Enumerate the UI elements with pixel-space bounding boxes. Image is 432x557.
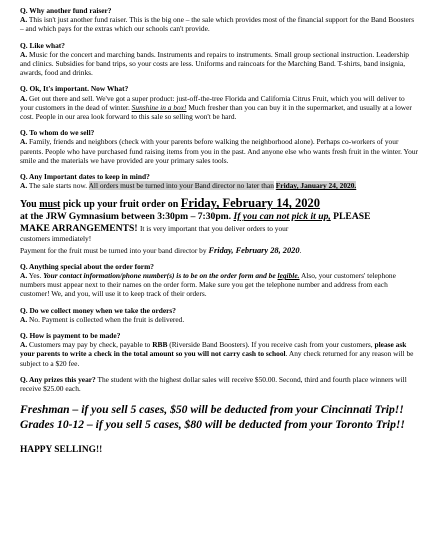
answer-label: A.: [20, 314, 28, 324]
answer-label: A.: [20, 137, 28, 147]
qa-like: [20, 41, 418, 78]
pickup-line-1: [20, 197, 418, 211]
answer-label: A.: [20, 340, 28, 350]
answer-now-part2: Much fresher than you can buy it in the supermarket, and usually at a lower cost. People in our area look forward to this sale so selling won't be hard.: [20, 102, 412, 122]
answer-label: A.: [20, 49, 28, 59]
answer-dates: The sale starts now.: [28, 181, 88, 191]
pickup-cant: If you can not pick it up,: [233, 211, 331, 223]
answer-payment-part2: (Riverside Band Boosters). If you receive cash from your customers,: [169, 340, 373, 350]
answer-special-rest: Also, your customers' telephone numbers must appear next to their names on the order form. Make sure you get the telephone number and address from each customer! We, and you, will use it to keep track of their orders.: [20, 271, 396, 299]
answer-label: A.: [20, 271, 28, 281]
answer-special-emphasis: Your contact information/phone number(s) is to be on the order form and be: [43, 271, 276, 281]
pickup-you: You: [20, 199, 37, 211]
answer-now-emphasis: Sunshine in a box!: [131, 102, 187, 112]
answer-label: A.: [20, 93, 28, 103]
answer-whom: Family, friends and neighbors (check with your parents before walking the neighborhood alone). Perhaps co-workers of your parents. People who have purchased fund raising items from you in the past. And anyone else who wants fresh fruit in the winter. Your smile and the materials we have provided are your primary sales tools.: [20, 137, 418, 165]
answer-payment-part1: Customers may pay by check, payable to: [29, 340, 151, 350]
trip-freshman: Freshman – if you sell 5 cases, $50 will be deducted from your Cincinnati Trip!!: [20, 403, 404, 417]
pickup-customers: customers immediately!: [20, 234, 92, 244]
answer-label: A.: [20, 15, 28, 25]
question-now: Q. Ok, It's important. Now What?: [20, 84, 129, 94]
qa-prizes: [20, 375, 418, 393]
answer-like: Music for the concert and marching bands. Instruments and repairs to instruments. Small group sectional instruction. Leadership and clinics. Subsidies for band trips, so your costs are less. Uniforms and raincoats for the Marching Band. T-shirts, band insignia, awards, food and drinks.: [20, 49, 409, 78]
answer-payment-rbb: RBB: [152, 340, 168, 350]
closing-text: HAPPY SELLING!!: [20, 445, 103, 456]
qa-why: [20, 6, 418, 34]
answer-now-part1: Get out there and sell. We've got a super product: just-off-the-tree Florida and California Citrus Fruit, which you will deliver to your customers in the dead of winter.: [20, 93, 405, 112]
question-prizes: Q. Any prizes this year?: [20, 374, 96, 384]
pickup-arrangements: MAKE ARRANGEMENTS!: [20, 222, 138, 234]
payment-deadline-text: Payment for the fruit must be turned into your band director by: [20, 245, 207, 255]
payment-period: .: [299, 245, 302, 255]
answer-special-legible: legible.: [277, 271, 300, 281]
pickup-date: Friday, February 14, 2020: [180, 196, 321, 211]
answer-payment-part3: . Any check returned for any reason will be subject to a $20 fee.: [20, 349, 414, 368]
trip-grades: Grades 10-12 – if you sell 5 cases, $80 will be deducted from your Toronto Trip!!: [20, 418, 405, 432]
question-payment: Q. How is payment to be made?: [20, 331, 121, 341]
pickup-must: must: [39, 199, 61, 211]
deadline-highlight: All orders must be turned into your Band director no later than: [88, 181, 274, 191]
qa-money: [20, 306, 418, 324]
pickup-important: It is very important that you deliver orders to your: [139, 223, 289, 233]
question-dates: Q. Any Important dates to keep in mind?: [20, 172, 150, 182]
answer-label: A.: [20, 181, 28, 191]
qa-now: [20, 84, 418, 121]
pickup-location: at the JRW Gymnasium between 3:30pm – 7:30pm.: [20, 211, 232, 223]
pickup-please: PLEASE: [333, 211, 371, 223]
answer-payment-bold: please ask your parents to write a check in the total amount so you will not carry cash to school: [20, 340, 407, 359]
deadline-date: Friday, January 24, 2020.: [275, 181, 357, 191]
question-whom: Q. To whom do we sell?: [20, 128, 95, 138]
question-special: Q. Anything special about the order form?: [20, 261, 154, 271]
pickup-line-3: [20, 223, 418, 235]
pickup-notice: [20, 197, 418, 254]
question-money: Q. Do we collect money when we take the orders?: [20, 305, 176, 315]
answer-special-yes: Yes.: [28, 271, 42, 281]
qa-payment: [20, 331, 418, 368]
qa-dates: [20, 172, 418, 190]
qa-whom: [20, 128, 418, 165]
trip-deductions: [20, 402, 418, 432]
pickup-line-2: [20, 211, 418, 223]
answer-prizes: The student with the highest dollar sales will receive $50.00. Second, third and fourth place winners will receive $25.00 each.: [20, 374, 407, 394]
answer-money: No. Payment is collected when the fruit is delivered.: [29, 314, 185, 324]
question-why: Q. Why another fund raiser?: [20, 6, 112, 15]
question-like: Q. Like what?: [20, 40, 65, 50]
payment-deadline-date: Friday, February 28, 2020: [208, 245, 300, 255]
pickup-text: pick up your fruit order on: [62, 199, 179, 211]
answer-why: This isn't just another fund raiser. This is the big one – the sale which provides most of the financial support for the Band Boosters – and which pays for the extras which our schools can't provide.: [20, 15, 415, 34]
qa-special: [20, 262, 418, 299]
payment-deadline-line: [20, 246, 418, 255]
